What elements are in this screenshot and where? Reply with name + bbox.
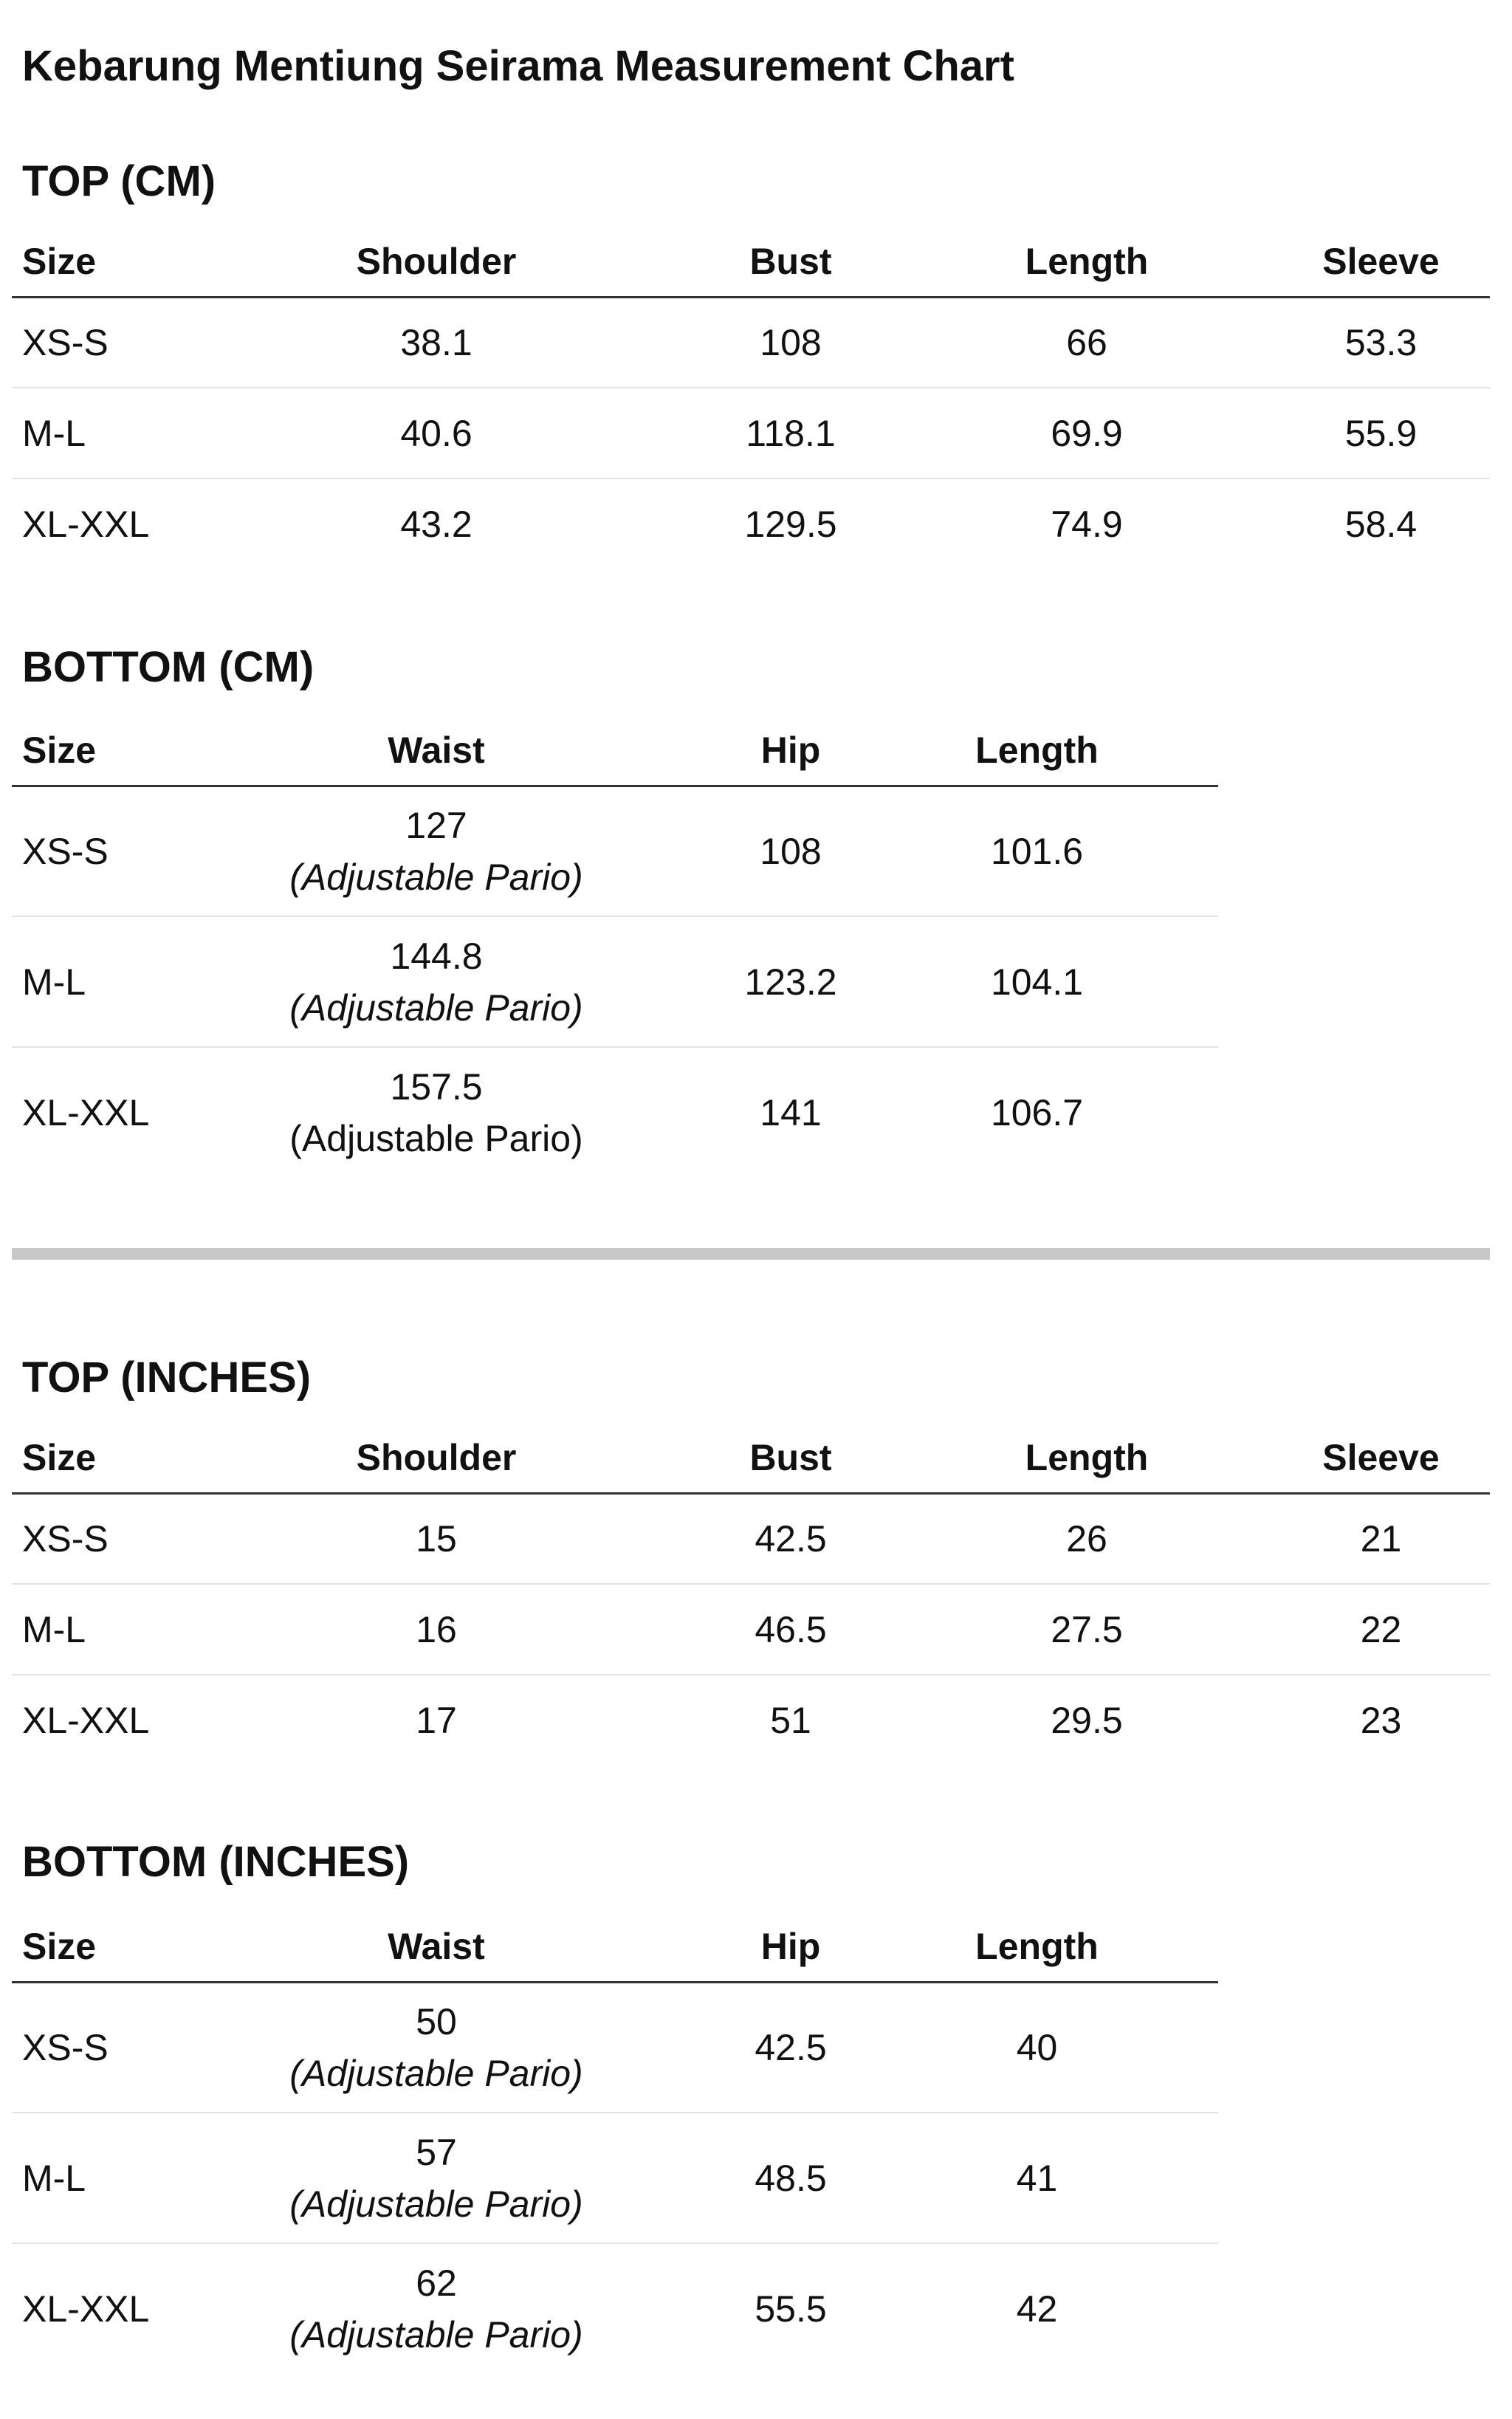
top-inches-table <box>12 1384 1490 1766</box>
section-title-top-inches: TOP (INCHES) <box>22 1353 312 1401</box>
length-cell: 106.7 <box>990 1092 1084 1133</box>
waist-value: 50 <box>416 2000 457 2042</box>
table-row <box>12 388 1490 478</box>
section-divider <box>12 1248 1490 1260</box>
length-cell: 27.5 <box>901 1584 1272 1675</box>
column-header-hip: Hip <box>680 676 901 786</box>
waist-cell <box>193 1047 680 1178</box>
hip-cell: 42.5 <box>680 1982 901 2113</box>
sleeve-cell: 55.9 <box>1272 388 1490 478</box>
shoulder-cell: 17 <box>416 1700 457 1741</box>
bottom-inches-table <box>12 1873 1218 2374</box>
waist-cell <box>193 1982 680 2113</box>
section-title-top-cm: TOP (CM) <box>22 157 216 205</box>
length-cell: 69.9 <box>901 388 1272 478</box>
column-header-shoulder: Shoulder <box>193 1384 680 1493</box>
table-row <box>12 1493 1490 1584</box>
table-header-row <box>12 676 1218 786</box>
bust-cell: 118.1 <box>680 388 901 478</box>
shoulder-cell: 38.1 <box>193 297 680 388</box>
size-cell: M-L <box>12 2113 193 2243</box>
column-header-waist: Waist <box>193 1873 680 1982</box>
hip-cell: 108 <box>680 786 901 916</box>
table-row <box>12 2243 1218 2374</box>
shoulder-cell: 15 <box>193 1493 680 1584</box>
length-cell: 74.9 <box>1051 504 1123 545</box>
sleeve-cell: 21 <box>1272 1493 1490 1584</box>
table-row <box>12 1047 1218 1178</box>
table-row <box>12 1982 1218 2113</box>
size-cell: M-L <box>12 388 193 478</box>
waist-note: (Adjustable Pario) <box>289 2052 583 2094</box>
length-cell: 66 <box>901 297 1272 388</box>
table-header-row <box>12 1873 1218 1982</box>
size-cell: XL-XXL <box>22 504 150 545</box>
column-header-size: Size <box>12 676 193 786</box>
column-header-size: Size <box>12 1873 193 1982</box>
table-row <box>12 297 1490 388</box>
column-header-length: Length <box>901 676 1218 786</box>
column-header-sleeve: Sleeve <box>1272 188 1490 297</box>
shoulder-cell: 43.2 <box>400 504 472 545</box>
column-header-hip: Hip <box>680 1873 901 1982</box>
page-title: Kebarung Mentiung Seirama Measurement Chart <box>22 42 1014 90</box>
bust-cell: 42.5 <box>680 1493 901 1584</box>
size-cell: XS-S <box>12 1982 193 2113</box>
sleeve-cell: 23 <box>1360 1700 1402 1741</box>
table-header-row <box>12 1384 1490 1493</box>
size-cell: XS-S <box>12 297 193 388</box>
bust-cell: 46.5 <box>680 1584 901 1675</box>
length-cell: 41 <box>901 2113 1218 2243</box>
column-header-length: Length <box>901 1384 1272 1493</box>
waist-value: 144.8 <box>390 935 483 977</box>
shoulder-cell: 40.6 <box>193 388 680 478</box>
waist-value: 62 <box>416 2262 457 2304</box>
waist-cell <box>193 2113 680 2243</box>
size-cell: M-L <box>12 1584 193 1675</box>
size-cell: XL-XXL <box>22 1092 150 1133</box>
top-cm-table <box>12 188 1490 569</box>
size-cell: M-L <box>12 916 193 1047</box>
waist-note: (Adjustable Pario) <box>289 2314 583 2355</box>
waist-note: (Adjustable Pario) <box>289 856 583 898</box>
column-header-size: Size <box>12 188 193 297</box>
column-header-sleeve: Sleeve <box>1272 1384 1490 1493</box>
table-row <box>12 478 1490 569</box>
waist-cell <box>193 2243 680 2374</box>
length-cell: 104.1 <box>901 916 1218 1047</box>
bottom-cm-table <box>12 676 1218 1178</box>
column-header-size: Size <box>12 1384 193 1493</box>
table-row <box>12 916 1218 1047</box>
length-cell: 26 <box>901 1493 1272 1584</box>
shoulder-cell: 16 <box>193 1584 680 1675</box>
size-cell: XS-S <box>12 1493 193 1584</box>
table-header-row <box>12 188 1490 297</box>
table-row <box>12 786 1218 916</box>
column-header-waist: Waist <box>193 676 680 786</box>
waist-cell <box>193 916 680 1047</box>
length-cell: 42 <box>1016 2288 1058 2330</box>
hip-cell: 123.2 <box>680 916 901 1047</box>
size-cell: XL-XXL <box>22 2288 150 2330</box>
hip-cell: 55.5 <box>755 2288 827 2330</box>
waist-note: (Adjustable Pario) <box>289 987 583 1029</box>
sleeve-cell: 22 <box>1272 1584 1490 1675</box>
waist-cell <box>193 786 680 916</box>
length-cell: 29.5 <box>1051 1700 1123 1741</box>
size-cell: XS-S <box>12 786 193 916</box>
waist-value: 157.5 <box>390 1066 483 1108</box>
bust-cell: 51 <box>770 1700 811 1741</box>
length-cell: 40 <box>901 1982 1218 2113</box>
sleeve-cell: 58.4 <box>1344 504 1418 545</box>
table-row <box>12 1675 1490 1766</box>
column-header-bust: Bust <box>680 188 901 297</box>
bust-cell: 108 <box>680 297 901 388</box>
length-cell: 101.6 <box>901 786 1218 916</box>
column-header-length: Length <box>901 188 1272 297</box>
waist-note: (Adjustable Pario) <box>289 2183 583 2225</box>
size-cell: XL-XXL <box>22 1700 150 1741</box>
section-title-bottom-inches: BOTTOM (INCHES) <box>22 1838 410 1886</box>
column-header-shoulder: Shoulder <box>193 188 680 297</box>
table-row <box>12 1584 1490 1675</box>
sleeve-cell: 53.3 <box>1272 297 1490 388</box>
section-title-bottom-cm: BOTTOM (CM) <box>22 643 315 691</box>
bust-cell: 129.5 <box>744 504 837 545</box>
waist-value: 57 <box>416 2131 457 2173</box>
table-row <box>12 2113 1218 2243</box>
hip-cell: 48.5 <box>680 2113 901 2243</box>
waist-value: 127 <box>405 804 467 846</box>
waist-note: (Adjustable Pario) <box>289 1118 583 1159</box>
column-header-length: Length <box>901 1873 1218 1982</box>
hip-cell: 141 <box>760 1092 822 1133</box>
column-header-bust: Bust <box>680 1384 901 1493</box>
